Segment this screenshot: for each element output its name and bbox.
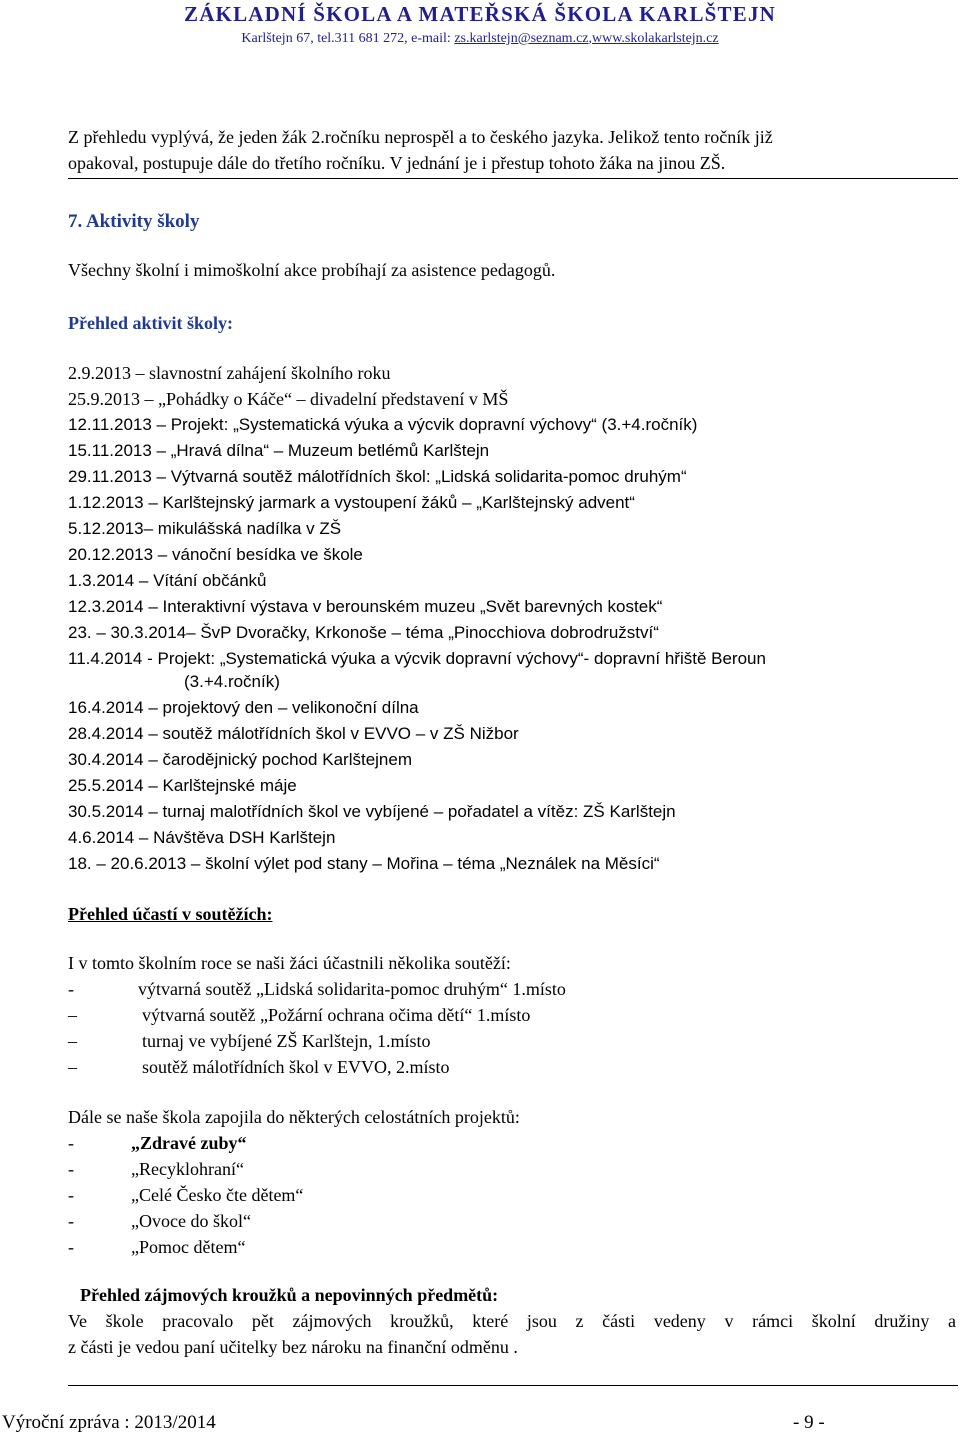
clubs-line-1: Ve škole pracovalo pět zájmových kroužků, které jsou z části vedeny v rámci školní družiny a: [68, 1311, 956, 1331]
activity-item-continuation: (3.+4.ročník): [184, 672, 280, 691]
competition-item: výtvarná soutěž „Lidská solidarita-pomoc druhým“ 1.místo: [138, 979, 566, 999]
project-dash: -: [68, 1185, 74, 1205]
section-7-text: Všechny školní i mimoškolní akce probíhají za asistence pedagogů.: [68, 260, 556, 280]
footer-page-number: - 9 -: [793, 1412, 825, 1433]
project-item: „Zdravé zuby“: [131, 1133, 247, 1153]
section-7-heading: 7. Aktivity školy: [68, 211, 200, 232]
activity-item: 25.9.2013 – „Pohádky o Káče“ – divadelní představení v MŠ: [68, 389, 509, 409]
activity-item: 23. – 30.3.2014– ŠvP Dvoračky, Krkonoše – téma „Pinocchiova dobrodružství“: [68, 623, 659, 642]
activity-item: 30.5.2014 – turnaj malotřídních škol ve vybíjené – pořadatel a vítěz: ZŠ Karlštejn: [68, 802, 676, 821]
school-contact-header: [0, 31, 960, 47]
project-dash: -: [68, 1211, 74, 1231]
project-item: „Ovoce do škol“: [131, 1211, 251, 1231]
clubs-heading: Přehled zájmových kroužků a nepovinných předmětů:: [80, 1285, 499, 1305]
intro-line-2: opakoval, postupuje dále do třetího ročníku. V jednání je i přestup tohoto žáka na jinou ZŠ.: [68, 153, 726, 173]
activity-item: 29.11.2013 – Výtvarná soutěž málotřídních škol: „Lidská solidarita-pomoc druhým“: [68, 467, 687, 486]
activity-item: 1.3.2014 – Vítání občánků: [68, 571, 267, 590]
competition-item: soutěž málotřídních škol v EVVO, 2.místo: [142, 1057, 450, 1077]
activity-item: 2.9.2013 – slavnostní zahájení školního roku: [68, 363, 391, 383]
project-dash: -: [68, 1159, 74, 1179]
project-dash: -: [68, 1133, 74, 1153]
competition-dash: –: [68, 1005, 77, 1025]
website-link[interactable]: www.skolakarlstejn.cz: [592, 31, 719, 46]
activity-item: 18. – 20.6.2013 – školní výlet pod stany – Mořina – téma „Neználek na Měsíci“: [68, 854, 660, 873]
project-dash: -: [68, 1237, 74, 1257]
competition-dash: –: [68, 1031, 77, 1051]
footer-report-title: Výroční zpráva : 2013/2014: [2, 1412, 216, 1433]
activity-item: 28.4.2014 – soutěž málotřídních škol v EVVO – v ZŠ Nižbor: [68, 724, 519, 743]
school-name-header: ZÁKLADNÍ ŠKOLA A MATEŘSKÁ ŠKOLA KARLŠTEJN: [183, 2, 777, 26]
activity-item: 4.6.2014 – Návštěva DSH Karlštejn: [68, 828, 336, 847]
activities-subheading: Přehled aktivit školy:: [68, 313, 233, 333]
competitions-heading: Přehled účastí v soutěžích:: [68, 904, 273, 924]
competition-dash: -: [68, 979, 74, 999]
competition-item: výtvarná soutěž „Požární ochrana očima dětí“ 1.místo: [142, 1005, 531, 1025]
competition-dash: –: [68, 1057, 77, 1077]
activity-item: 1.12.2013 – Karlštejnský jarmark a vystoupení žáků – „Karlštejnský advent“: [68, 493, 635, 512]
intro-line-1: Z přehledu vyplývá, že jeden žák 2.ročníku neprospěl a to českého jazyka. Jelikož tento ročník již: [68, 127, 773, 147]
projects-intro: Dále se naše škola zapojila do některých celostátních projektů:: [68, 1107, 520, 1127]
school-address: Karlštejn 67, tel.311 681 272, e-mail:: [241, 31, 455, 46]
activity-item: 30.4.2014 – čarodějnický pochod Karlštejnem: [68, 750, 412, 769]
competition-item: turnaj ve vybíjené ZŠ Karlštejn, 1.místo: [142, 1031, 431, 1051]
competitions-intro: I v tomto školním roce se naši žáci účastnili několika soutěží:: [68, 953, 511, 973]
email-link[interactable]: zs.karlstejn@seznam.cz: [454, 31, 589, 46]
activity-item: 5.12.2013– mikulášská nadílka v ZŠ: [68, 519, 342, 538]
divider-footer: [68, 1385, 958, 1386]
activity-item: 12.3.2014 – Interaktivní výstava v berounském muzeu „Svět barevných kostek“: [68, 597, 663, 616]
project-item: „Celé Česko čte dětem“: [131, 1185, 304, 1205]
activity-item: 12.11.2013 – Projekt: „Systematická výuka a výcvik dopravní výchovy“ (3.+4.ročník): [68, 415, 698, 434]
divider-top: [68, 178, 958, 179]
activity-item: 25.5.2014 – Karlštejnské máje: [68, 776, 297, 795]
activity-item: 15.11.2013 – „Hravá dílna“ – Muzeum betlémů Karlštejn: [68, 441, 490, 460]
activity-item: 11.4.2014 - Projekt: „Systematická výuka a výcvik dopravní výchovy“- dopravní hřiště Beroun: [68, 649, 766, 668]
clubs-line-2: z části je vedou paní učitelky bez nároku na finanční odměnu .: [68, 1337, 518, 1357]
project-item: „Recyklohraní“: [131, 1159, 244, 1179]
contact-separator: ,: [588, 31, 592, 46]
activity-item: 20.12.2013 – vánoční besídka ve škole: [68, 545, 363, 564]
activity-item: 16.4.2014 – projektový den – velikonoční dílna: [68, 698, 419, 717]
project-item: „Pomoc dětem“: [131, 1237, 246, 1257]
